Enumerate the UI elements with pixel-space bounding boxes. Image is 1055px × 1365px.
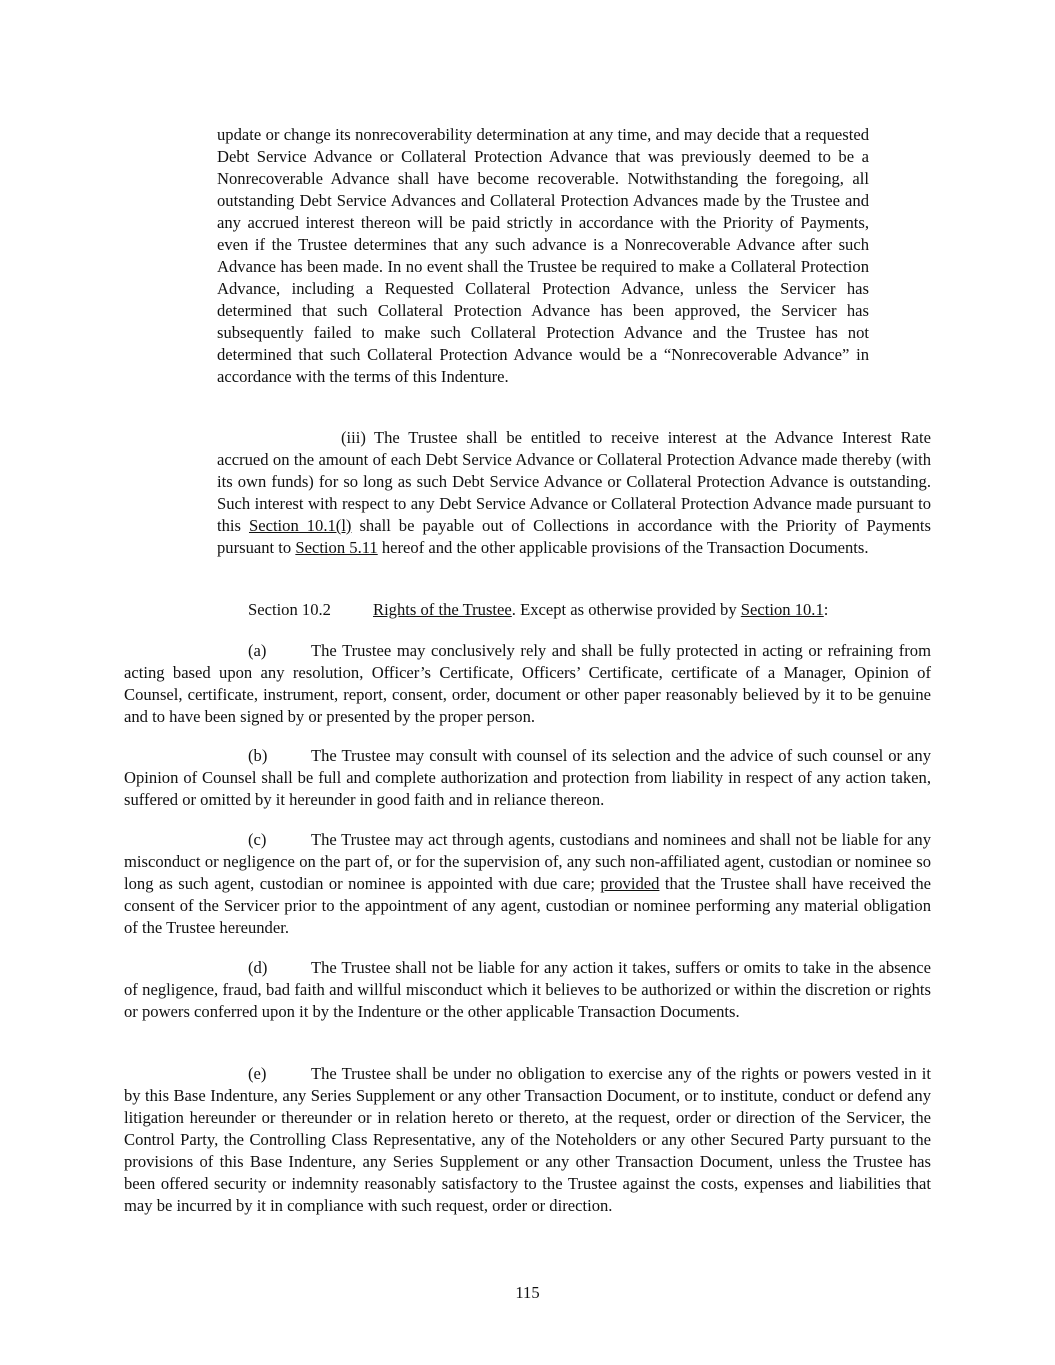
section-10-1-l-reference: Section 10.1(l) — [248, 516, 352, 535]
item-e — [124, 1063, 931, 1217]
section-10-2-heading — [248, 599, 938, 621]
item-c-text-1: The Trustee may act through agents, custodians and nominees and shall not be liable for any misconduct or negligence on the part of, or for the supervision of, any such non-affiliated agent, custodian or nominee so long as such agent, custodian or nominee is appointed with due care; — [124, 830, 931, 893]
item-b-label: (b) — [248, 746, 268, 765]
page-number: 115 — [515, 1283, 540, 1302]
item-c-text-2: that the Trustee shall have received the consent of the Servicer prior to the appointment of any agent, custodian or nominee performing any material obligation of the Trustee hereunder. — [124, 874, 931, 937]
section-heading-end: : — [823, 600, 829, 619]
paragraph-iii — [217, 427, 931, 559]
item-e-label: (e) — [248, 1064, 267, 1083]
paragraph-continuation — [217, 124, 869, 388]
item-d — [124, 957, 931, 1023]
section-number: Section 10.2 — [248, 600, 331, 619]
item-d-text: The Trustee shall not be liable for any action it takes, suffers or omits to take in the absence of negligence, fraud, bad faith and willful misconduct which it believes to be authorized or within the discretion or rights or powers conferred upon it by the Indenture or the other applicable Transaction Documents. — [124, 958, 931, 1021]
paragraph-continuation-text: update or change its nonrecoverability determination at any time, and may decide that a requested Debt Service Advance or Collateral Protection Advance that was previously deemed to be a Nonrecoverable Advance shall have become recoverable. Notwithstanding the foregoing, all outstanding Debt Service Advances and Collateral Protection Advances made by the Trustee and any accrued interest thereon will be paid strictly in accordance with the Priority of Payments, even if the Trustee determines that any such advance is a Nonrecoverable Advance after such Advance has been made. In no event shall the Trustee be required to make a Collateral Protection Advance, including a Requested Collateral Protection Advance, unless the Servicer has determined that such Collateral Protection Advance has been approved, the Servicer has subsequently failed to make such Collateral Protection Advance and the Trustee has not determined that such Collateral Protection Advance would be a “Nonrecoverable Advance” in accordance with the terms of this Indenture. — [217, 125, 869, 386]
section-10-1-reference: Section 10.1 — [740, 600, 824, 619]
section-title: Rights of the Trustee — [373, 600, 512, 619]
paragraph-iii-text-2: shall be payable out of Collections in accordance with the Priority of Payments pursuant to — [217, 516, 932, 557]
provided-term: provided — [600, 874, 660, 893]
item-b — [124, 745, 931, 811]
paragraph-iii-text-1: The Trustee shall be entitled to receive interest at the Advance Interest Rate accrued on the amount of each Debt Service Advance or Collateral Protection Advance made thereby (with its own funds) for so long as such Debt Service Advance or Collateral Protection Advance is outstanding. Such interest with respect to any Debt Service Advance or Collateral Protection Advance made pursuant to this — [217, 428, 931, 535]
item-c — [124, 829, 931, 939]
item-a-text: The Trustee may conclusively rely and shall be fully protected in acting or refraining from acting based upon any resolution, Officer’s Certificate, Officers’ Certificate, certificate of a Manager, Opinion of Counsel, certificate, instrument, report, consent, order, document or other paper reasonably believed by it to be genuine and to have been signed by or presented by the proper person. — [124, 641, 931, 726]
paragraph-iii-text-3: hereof and the other applicable provisions of the Transaction Documents. — [377, 538, 869, 557]
item-b-text: The Trustee may consult with counsel of its selection and the advice of such counsel or any Opinion of Counsel shall be full and complete authorization and protection from liability in respect of any action taken, suffered or omitted by it hereunder in good faith and in reliance thereon. — [124, 746, 931, 809]
item-a-label: (a) — [248, 641, 267, 660]
section-5-11-reference: Section 5.11 — [295, 538, 378, 557]
paragraph-iii-label: (iii) — [341, 428, 366, 447]
item-e-text: The Trustee shall be under no obligation to exercise any of the rights or powers vested in it by this Base Indenture, any Series Supplement or any other Transaction Document, or to institute, conduct or defend any litigation hereunder or thereunder or in relation hereto or thereto, at the request, order or direction of the Servicer, the Control Party, the Controlling Class Representative, any of the Noteholders or any other Secured Party pursuant to the provisions of this Base Indenture, any Series Supplement or any other Transaction Document, unless the Trustee has been offered security or indemnity reasonably satisfactory to the Trustee against the costs, expenses and liabilities that may be incurred by it in compliance with such request, order or direction. — [124, 1064, 931, 1215]
item-d-label: (d) — [248, 958, 268, 977]
section-heading-text: . Except as otherwise provided by — [511, 600, 741, 619]
item-c-label: (c) — [248, 830, 267, 849]
item-a — [124, 640, 931, 728]
